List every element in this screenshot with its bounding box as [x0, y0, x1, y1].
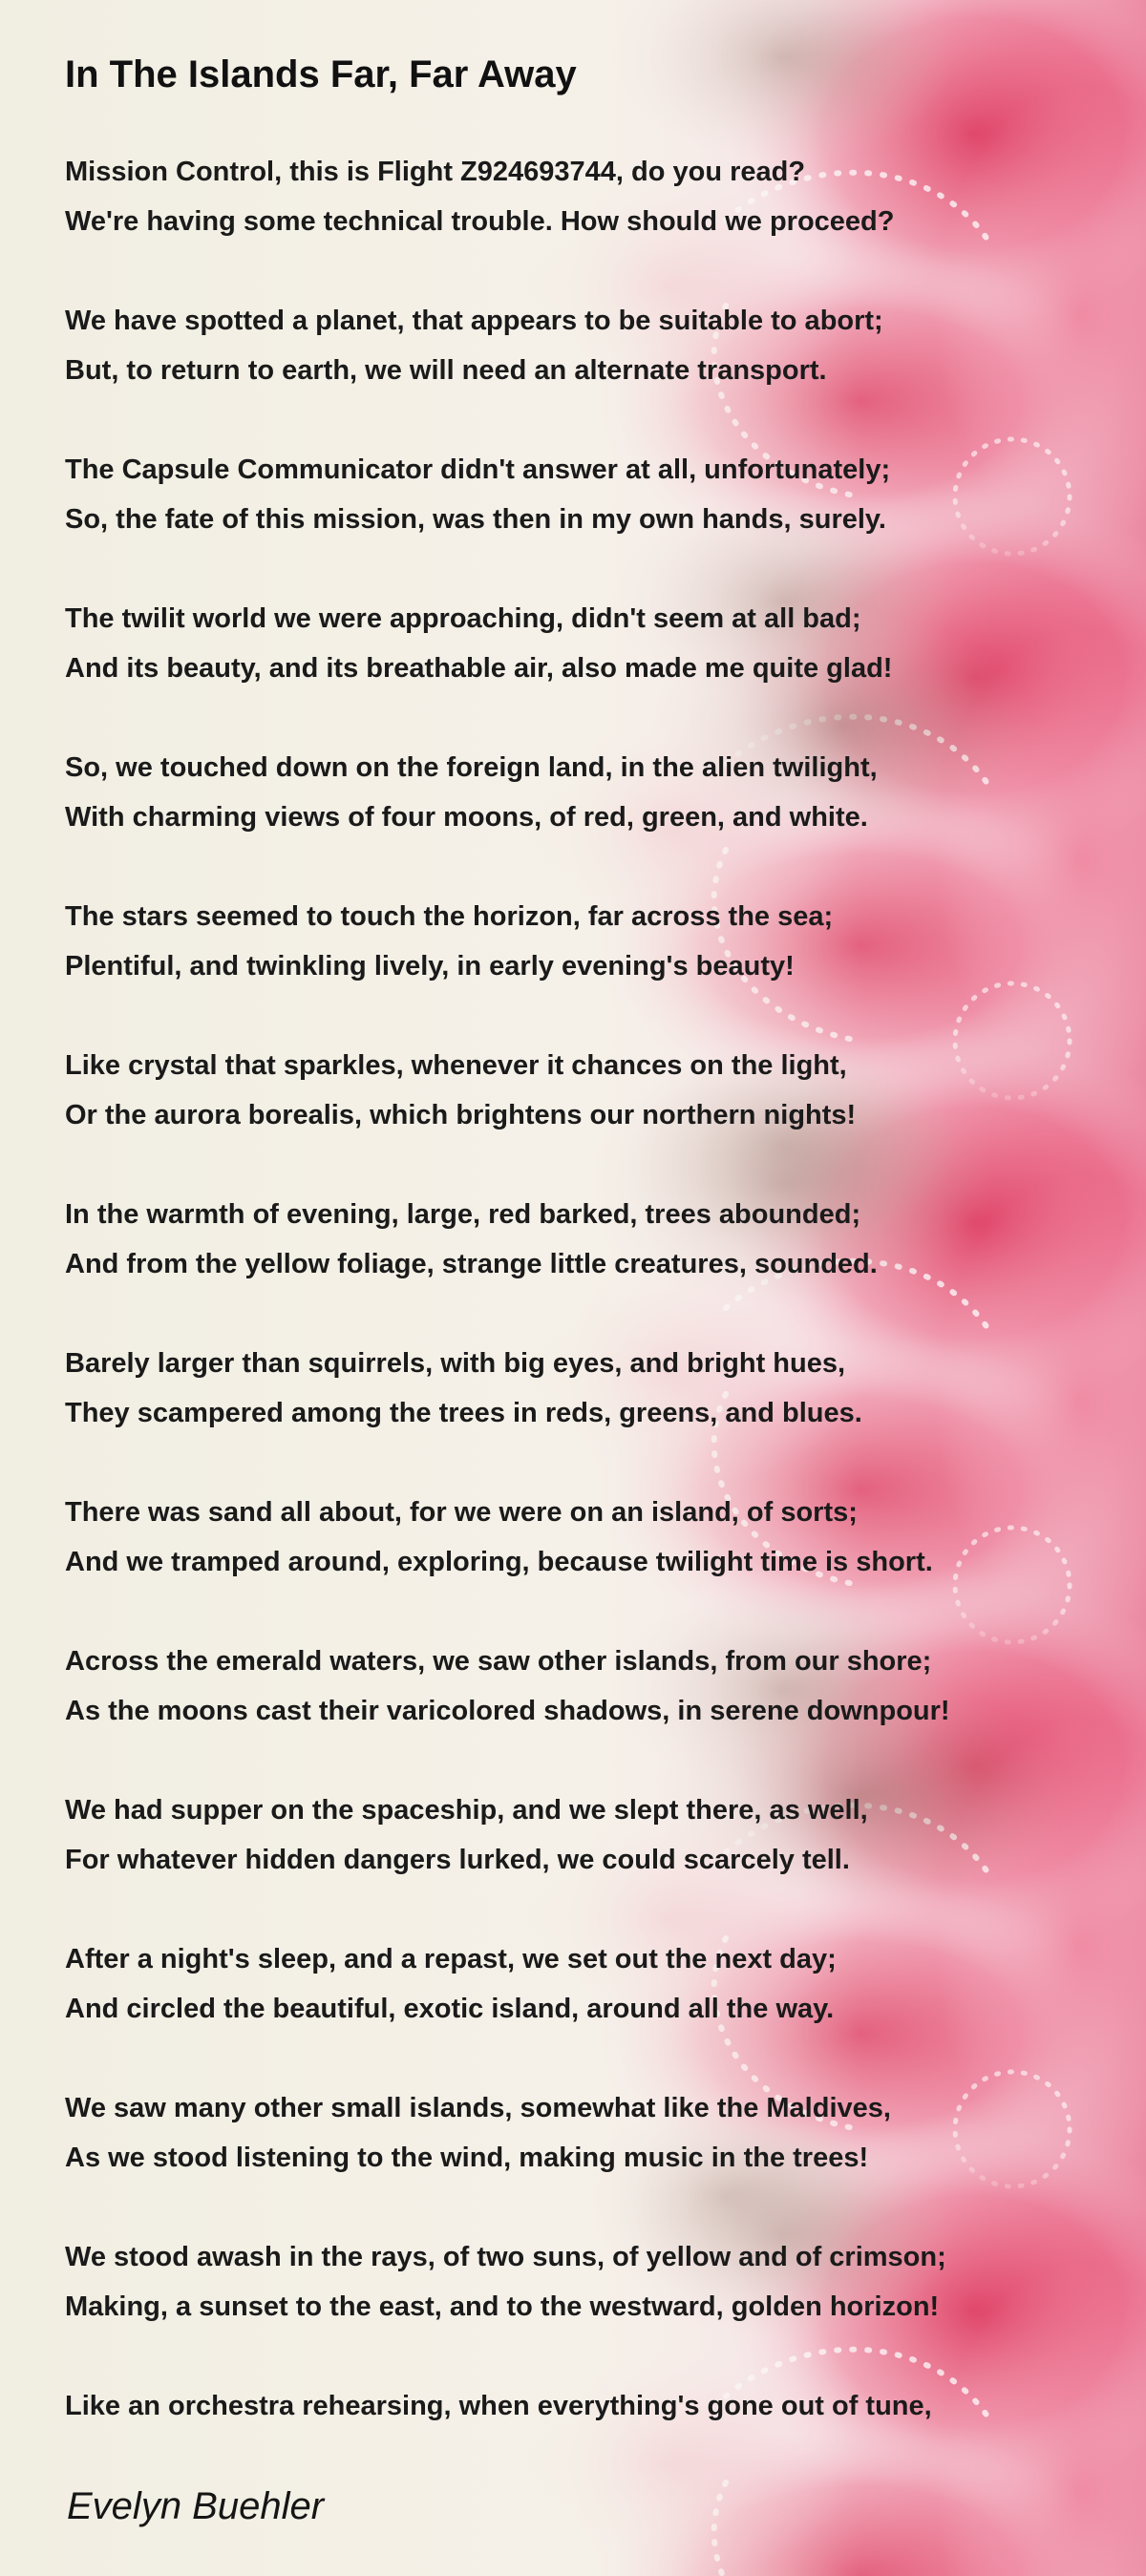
poem-stanza	[65, 445, 1125, 544]
poem-line: Mission Control, this is Flight Z924693744, do you read?	[65, 157, 806, 187]
poem-line: With charming views of four moons, of red, green, and white.	[65, 802, 868, 833]
poem-stanza	[65, 147, 1125, 246]
poem-stanza	[65, 296, 1125, 395]
poem-stanza	[65, 1785, 1125, 1885]
poem-line: But, to return to earth, we will need an alternate transport.	[65, 355, 827, 386]
poem-stanza	[65, 2381, 1125, 2431]
poem-line: For whatever hidden dangers lurked, we could scarcely tell.	[65, 1845, 850, 1875]
poem-stanza	[65, 743, 1125, 842]
poem-line: After a night's sleep, and a repast, we set out the next day;	[65, 1944, 837, 1974]
poem-line: Like an orchestra rehearsing, when everything's gone out of tune,	[65, 2391, 932, 2421]
poem-line: There was sand all about, for we were on an island, of sorts;	[65, 1497, 858, 1528]
poem-line: As the moons cast their varicolored shadows, in serene downpour!	[65, 1696, 950, 1726]
poem-body	[65, 147, 1125, 2431]
poem-line: Barely larger than squirrels, with big eyes, and bright hues,	[65, 1348, 846, 1379]
poem-stanza	[65, 1636, 1125, 1736]
poem-line: We saw many other small islands, somewhat like the Maldives,	[65, 2093, 891, 2123]
poem-line: Or the aurora borealis, which brightens our northern nights!	[65, 1100, 857, 1130]
poem-stanza	[65, 594, 1125, 693]
poem-line: So, we touched down on the foreign land, in the alien twilight,	[65, 752, 878, 783]
poem-line: The twilit world we were approaching, didn't seem at all bad;	[65, 603, 861, 634]
poem-line: We had supper on the spaceship, and we slept there, as well,	[65, 1795, 868, 1826]
poem-line: We have spotted a planet, that appears to be suitable to abort;	[65, 306, 883, 336]
poem-line: Plentiful, and twinkling lively, in early evening's beauty!	[65, 951, 795, 982]
poem-stanza	[65, 2083, 1125, 2183]
poem-line: Across the emerald waters, we saw other islands, from our shore;	[65, 1646, 932, 1677]
poem-line: So, the fate of this mission, was then in my own hands, surely.	[65, 504, 886, 535]
poem-line: Like crystal that sparkles, whenever it chances on the light,	[65, 1050, 847, 1081]
poem-line: The stars seemed to touch the horizon, far across the sea;	[65, 901, 834, 932]
poem-stanza	[65, 2232, 1125, 2332]
poem-line: As we stood listening to the wind, making music in the trees!	[65, 2143, 869, 2173]
poem-line: And we tramped around, exploring, because twilight time is short.	[65, 1547, 933, 1577]
poem-content	[65, 48, 1125, 2481]
poem-line: We're having some technical trouble. How should we proceed?	[65, 206, 895, 237]
poem-line: Making, a sunset to the east, and to the westward, golden horizon!	[65, 2291, 940, 2322]
poem-stanza	[65, 1041, 1125, 1140]
poem-line: The Capsule Communicator didn't answer at all, unfortunately;	[65, 454, 891, 485]
poem-line: And its beauty, and its breathable air, also made me quite glad!	[65, 653, 893, 684]
poem-title: In The Islands Far, Far Away	[65, 53, 577, 95]
poem-stanza	[65, 892, 1125, 991]
poem-stanza	[65, 1339, 1125, 1438]
poem-line: We stood awash in the rays, of two suns, of yellow and of crimson;	[65, 2242, 946, 2272]
poem-line: In the warmth of evening, large, red barked, trees abounded;	[65, 1199, 861, 1230]
poem-line: They scampered among the trees in reds, greens, and blues.	[65, 1398, 862, 1428]
author-name: Evelyn Buehler	[67, 2485, 325, 2527]
poem-stanza	[65, 1934, 1125, 2034]
poem-stanza	[65, 1190, 1125, 1289]
poem-stanza	[65, 1488, 1125, 1587]
poem-line: And from the yellow foliage, strange little creatures, sounded.	[65, 1249, 878, 1279]
poem-line: And circled the beautiful, exotic island, around all the way.	[65, 1994, 835, 2024]
